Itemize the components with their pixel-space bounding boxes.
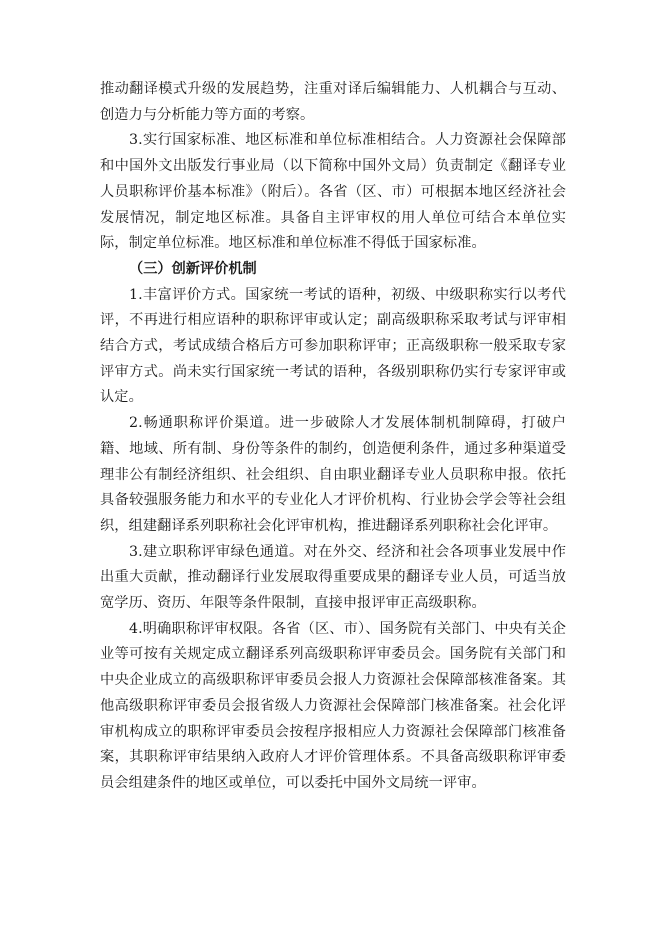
- document-body: [100, 77, 566, 797]
- paragraph-item-1: 1.丰富评价方式。国家统一考试的语种，初级、中级职称实行以考代评，不再进行相应语种的职称评审或认定；副高级职称采取考试与评审相结合方式，考试成绩合格后方可参加职称评审；正高级职称一般采取专家评审方式。尚未实行国家统一考试的语种，各级别职称仍实行专家评审或认定。: [100, 286, 566, 406]
- paragraph-item-4: 4.明确职称评审权限。各省（区、市）、国务院有关部门、中央有关企业等可按有关规定成立翻译系列高级职称评审委员会。国务院有关部门和中央企业成立的高级职称评审委员会报人力资源社会保障部核准备案。其他高级职称评审委员会报省级人力资源社会保障部门核准备案。社会化评审机构成立的职称评审委员会按程序报相应人力资源社会保障部门核准备案，其职称评审结果纳入政府人才评价管理体系。不具备高级职称评审委员会组建条件的地区或单位，可以委托中国外文局统一评审。: [100, 620, 566, 791]
- paragraph-continued: 推动翻译模式升级的发展趋势，注重对译后编辑能力、人机耦合与互动、创造力与分析能力等方面的考察。: [100, 81, 566, 123]
- paragraph-item-2: 2.畅通职称评价渠道。进一步破除人才发展体制机制障碍，打破户籍、地域、所有制、身份等条件的制约，创造便利条件，通过多种渠道受理非公有制经济组织、社会组织、自由职业翻译专业人员职称申报。依托具备较强服务能力和水平的专业化人才评价机构、行业协会学会等社会组织，组建翻译系列职称社会化评审机构，推进翻译系列职称社会化评审。: [100, 415, 566, 534]
- paragraph-standards: 3.实行国家标准、地区标准和单位标准相结合。人力资源社会保障部和中国外文出版发行事业局（以下简称中国外文局）负责制定《翻译专业人员职称评价基本标准》（附后）。各省（区、市）可根据本地区经济社会发展情况，制定地区标准。具备自主评审权的用人单位可结合本单位实际，制定单位标准。地区标准和单位标准不得低于国家标准。: [100, 132, 566, 252]
- paragraph-item-3: 3.建立职称评审绿色通道。对在外交、经济和社会各项事业发展中作出重大贡献，推动翻译行业发展取得重要成果的翻译专业人员，可适当放宽学历、资历、年限等条件限制，直接申报评审正高级职称。: [100, 543, 566, 612]
- section-heading: （三）创新评价机制: [129, 260, 257, 277]
